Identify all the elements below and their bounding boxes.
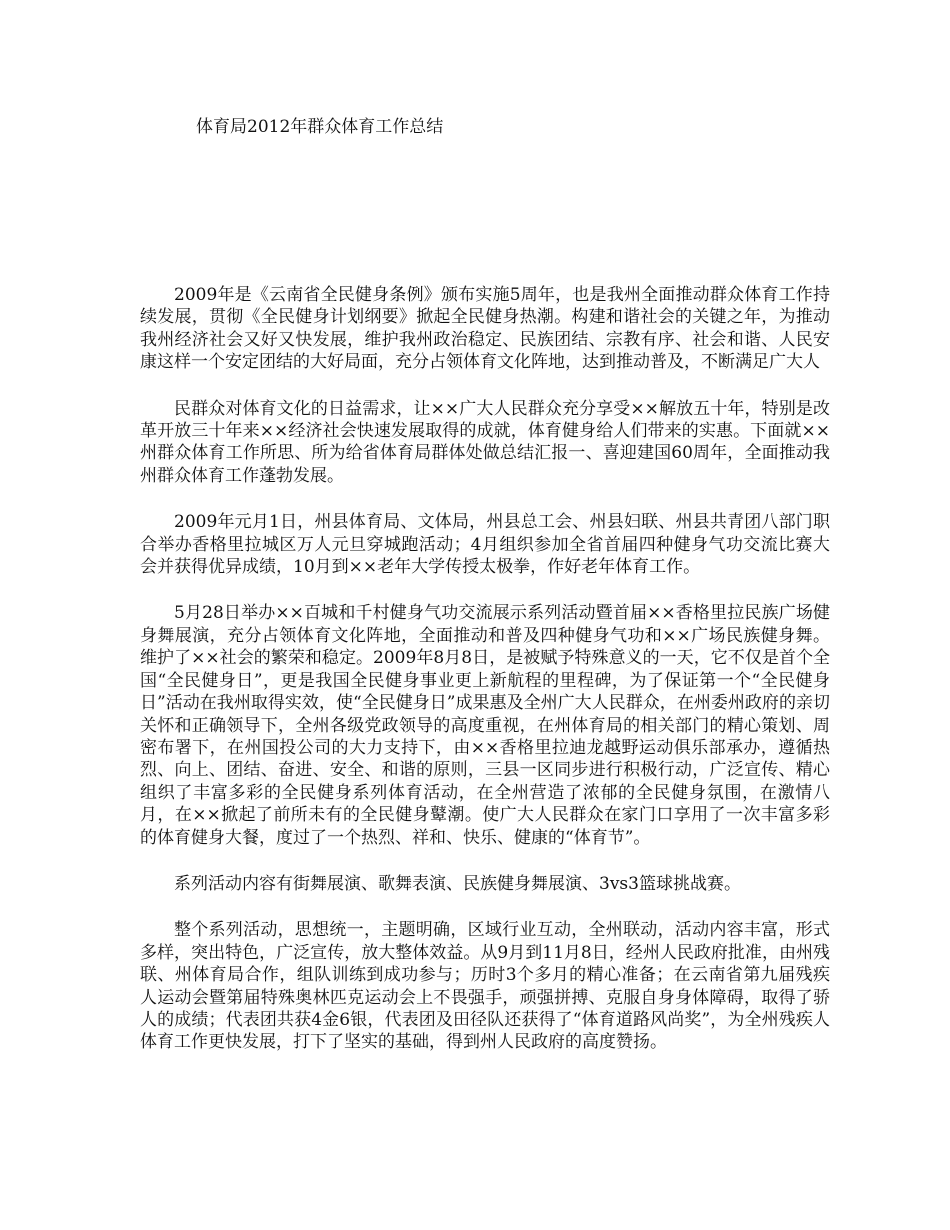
document-title: 体育局2012年群众体育工作总结 bbox=[196, 117, 444, 137]
paragraph-4: 5月28日举办××百城和千村健身气功交流展示系列活动暨首届××香格里拉民族广场健身舞展演，充分占领体育文化阵地，全面推动和普及四种健身气功和××广场民族健身舞。维护了××社会的繁荣和稳定。2009年8月8日，是被赋予特殊意义的一天，它不仅是首个全国“全民健身日”，更是我国全民健身事业更上新航程的里程碑，为了保证第一个“全民健身日”活动在我州取得实效，使“全民健身日”成果惠及全州广大人民群众，在州委州政府的亲切关怀和正确领导下，全州各级党政领导的高度重视，在州体育局的相关部门的精心策划、周密布署下，在州国投公司的大力支持下，由××香格里拉迪龙越野运动俱乐部承办，遵循热烈、向上、团结、奋进、安全、和谐的原则，三县一区同步进行积极行动，广泛宣传、精心组织了丰富多彩的全民健身系列体育活动，在全州营造了浓郁的全民健身氛围，在激情八月，在××掀起了前所未有的全民健身鼙潮。使广大人民群众在家门口享用了一次丰富多彩的体育健身大餐，度过了一个热烈、祥和、快乐、健康的“体育节”。 bbox=[140, 603, 830, 848]
paragraph-2: 民群众对体育文化的日益需求，让××广大人民群众充分享受××解放五十年，特别是改革开放三十年来××经济社会快速发展取得的成就，体育健身给人们带来的实惠。下面就××州群众体育工作所思、所为给省体育局群体处做总结汇报一、喜迎建国60周年，全面推动我州群众体育工作蓬勃发展。 bbox=[140, 398, 830, 486]
paragraph-5: 系列活动内容有街舞展演、歌舞表演、民族健身舞展演、3vs3篮球挑战赛。 bbox=[174, 873, 741, 894]
paragraph-3: 2009年元月1日，州县体育局、文体局，州县总工会、州县妇联、州县共青团八部门职合举办香格里拉城区万人元旦穿城跑活动；4月组织参加全省首届四种健身气功交流比赛大会并获得优异成绩，10月到××老年大学传授太极拳，作好老年体育工作。 bbox=[140, 512, 830, 578]
document-body bbox=[140, 284, 830, 1078]
paragraph-1: 2009年是《云南省全民健身条例》颁布实施5周年，也是我州全面推动群众体育工作持续发展，贯彻《全民健身计划纲要》掀起全民健身热潮。构建和谐社会的关键之年，为推动我州经济社会又好又快发展，维护我州政治稳定、民族团结、宗教有序、社会和谐、人民安康这样一个安定团结的大好局面，充分占领体育文化阵地，达到推动普及，不断满足广大人 bbox=[140, 285, 830, 373]
paragraph-6: 整个系列活动，思想统一，主题明确，区域行业互动，全州联动，活动内容丰富，形式多样，突出特色，广泛宣传，放大整体效益。从9月到11月8日，经州人民政府批准，由州残联、州体育局合作，组队训练到成功参与；历时3个多月的精心准备；在云南省第九届残疾人运动会暨第届特殊奥林匹克运动会上不畏强手，顽强拼搏、克服自身身体障碍，取得了骄人的成绩；代表团共获4金6银，代表团及田径队还获得了“体育道路风尚奖”，为全州残疾人体育工作更快发展，打下了坚实的基础，得到州人民政府的高度赞扬。 bbox=[140, 920, 830, 1053]
